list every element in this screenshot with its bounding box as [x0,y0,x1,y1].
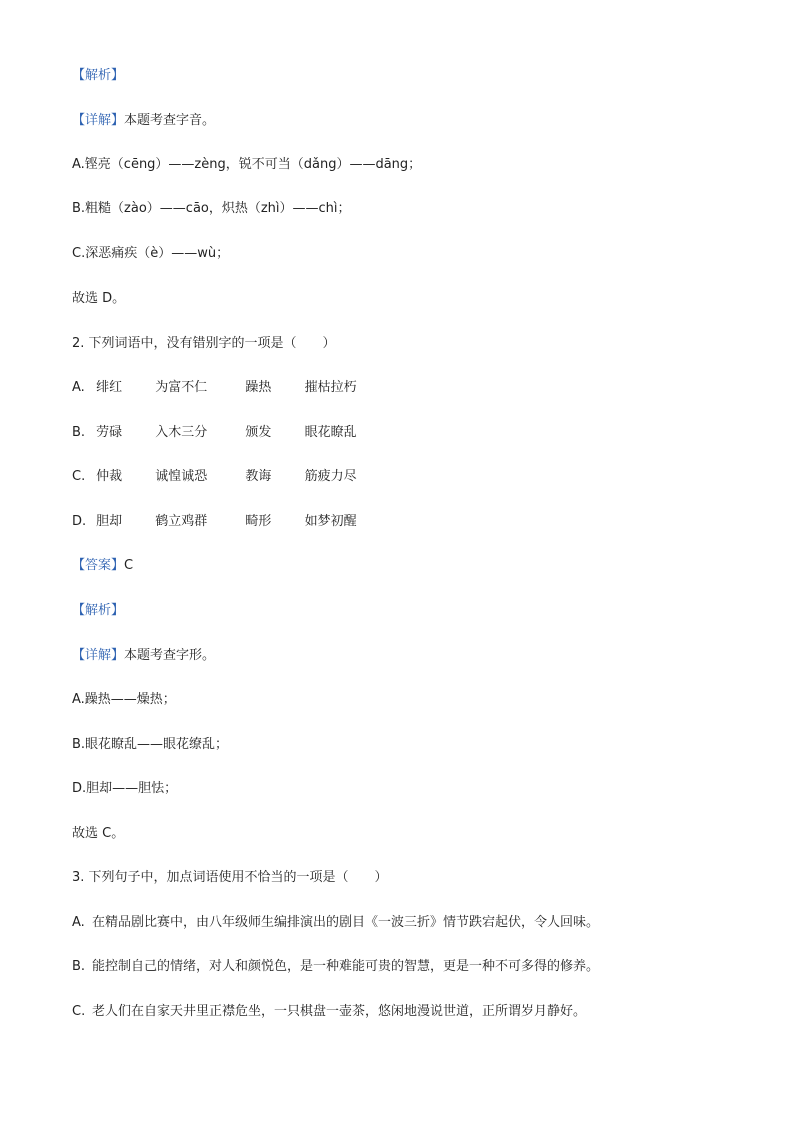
option-word: 筋疲力尽 [304,469,357,484]
option-word: 为富不仁 [155,380,208,395]
option-word: 仲裁 [96,469,123,484]
option-label: B. [72,959,86,974]
option-word: 诚惶诚恐 [155,469,208,484]
option-word: 畸形 [245,514,272,529]
conclusion-line: 故选 C。 [72,826,125,841]
option-label: D. [72,514,87,529]
option-text: 在精品剧比赛中，由八年级师生编排演出的剧目《一波三折》情节跌宕起伏，令人回味。 [92,915,600,930]
explanation-line-b: B.粗糙（zào）——cāo，炽热（zhì）——chì； [72,201,351,216]
option-c [72,1004,586,1020]
option-word: 躁热 [245,380,272,395]
explanation-line-d: D.胆却——胆怯； [72,781,178,796]
option-a [72,380,357,396]
explanation-line-b: B.眼花瞭乱——眼花缭乱； [72,737,229,752]
detail-tag: 【详解】 [72,648,125,663]
detail-line [72,648,215,664]
option-a [72,915,599,931]
explanation-line-a: A.铿亮（cēng）——zèng，锐不可当（dǎng）——dāng； [72,157,422,172]
option-word: 如梦初醒 [304,514,357,529]
detail-line [72,113,215,129]
option-text: 老人们在自家天井里正襟危坐，一只棋盘一壶茶，悠闲地漫说世道，正所谓岁月静好。 [92,1004,587,1019]
answer-value: C [124,558,134,573]
analysis-heading: 【解析】 [72,68,125,83]
option-b [72,959,599,975]
answer-line [72,558,133,574]
option-d [72,514,357,530]
option-word: 胆却 [96,514,123,529]
analysis-heading: 【解析】 [72,603,125,618]
detail-tag: 【详解】 [72,113,125,128]
option-label: A. [72,915,85,930]
detail-text: 本题考查字音。 [124,113,216,128]
option-word: 鹤立鸡群 [155,514,208,529]
conclusion-line: 故选 D。 [72,291,126,306]
answer-tag: 【答案】 [72,558,125,573]
option-word: 劳碌 [96,425,123,440]
option-label: B. [72,425,86,440]
explanation-line-a: A.躁热——燥热； [72,692,176,707]
question-stem: 2. 下列词语中，没有错别字的一项是（ ） [72,336,336,351]
option-word: 眼花瞭乱 [304,425,357,440]
option-word: 颁发 [245,425,272,440]
option-c [72,469,357,485]
option-label: A. [72,380,85,395]
question-stem: 3. 下列句子中，加点词语使用不恰当的一项是（ ） [72,870,388,885]
option-word: 绯红 [96,380,123,395]
option-word: 入木三分 [155,425,208,440]
option-label: C. [72,469,86,484]
explanation-line-c: C.深恶痛疾（è）——wù； [72,246,230,261]
option-b [72,425,357,441]
detail-text: 本题考查字形。 [124,648,216,663]
option-text: 能控制自己的情绪，对人和颜悦色，是一种难能可贵的智慧，更是一种不可多得的修养。 [92,959,600,974]
option-label: C. [72,1004,86,1019]
option-word: 摧枯拉朽 [304,380,357,395]
option-word: 教诲 [245,469,272,484]
